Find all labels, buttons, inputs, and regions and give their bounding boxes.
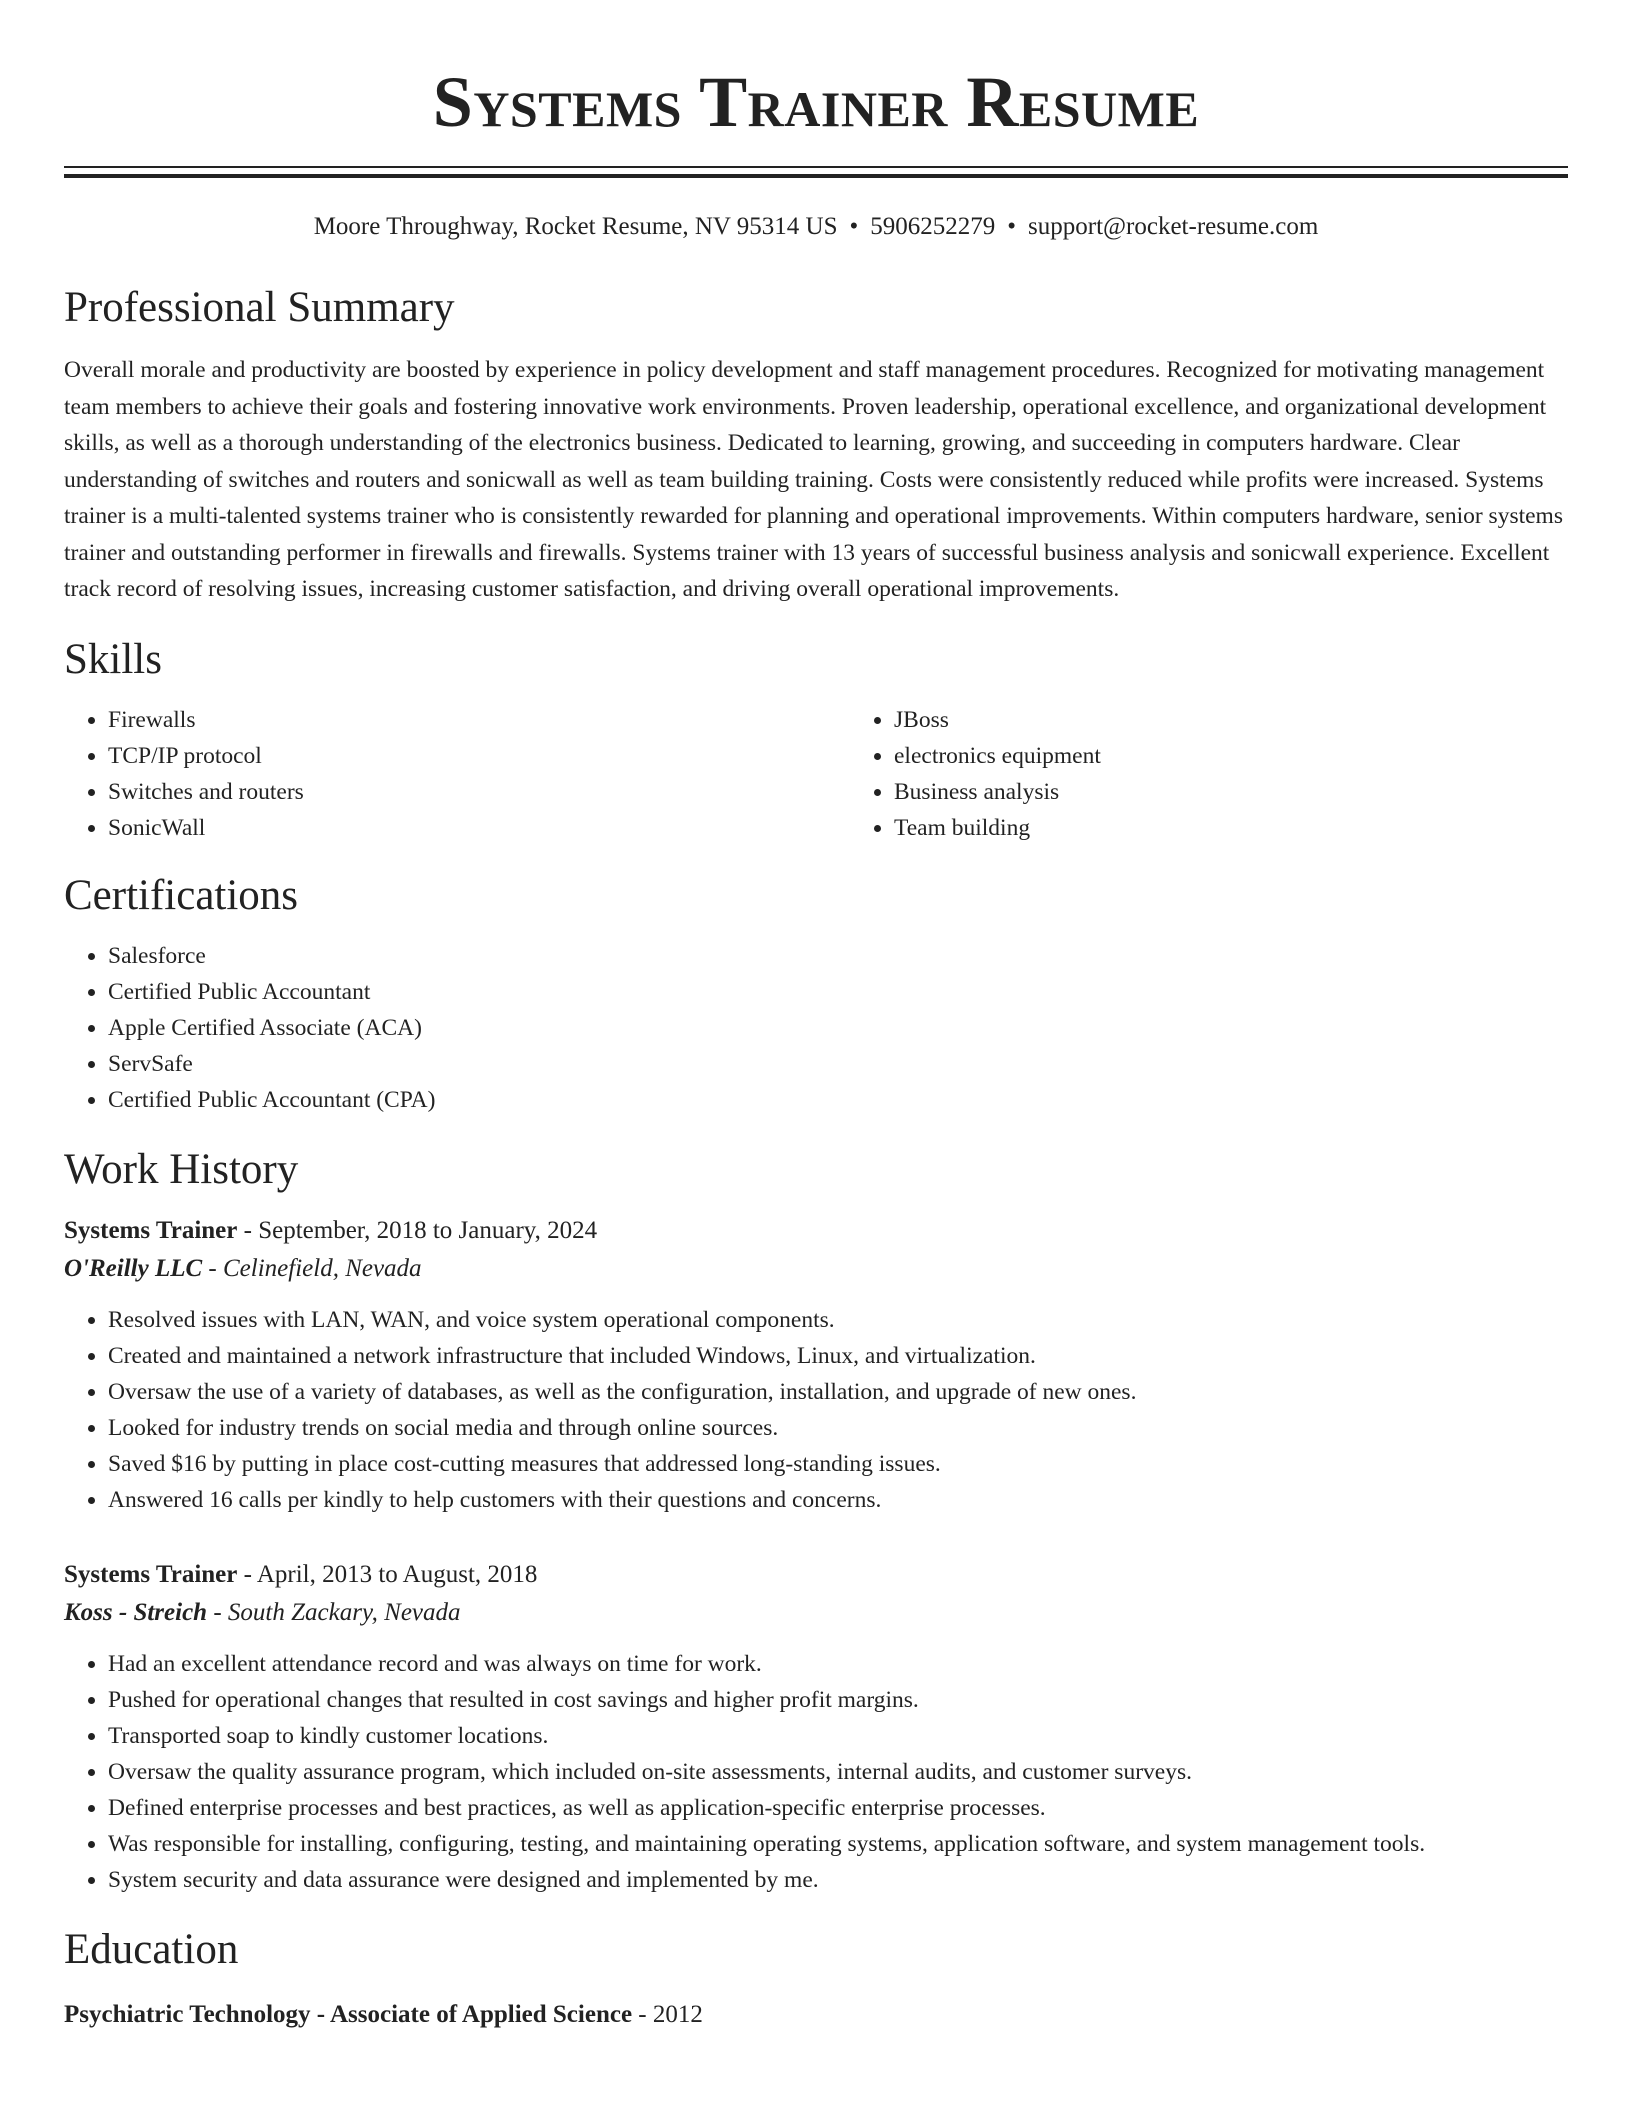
contact-separator: •	[849, 213, 859, 240]
job-entry	[64, 1212, 1568, 1518]
job-title: Systems Trainer	[64, 1560, 238, 1588]
list-item: • Switches and routers	[108, 774, 850, 810]
job-dates: - April, 2013 to August, 2018	[237, 1560, 538, 1588]
list-item: • electronics equipment	[894, 738, 1632, 774]
list-item: • Team building	[894, 810, 1632, 846]
list-item: • Created and maintained a network infrastructure that included Windows, Linux, and virtualization.	[108, 1338, 1568, 1374]
section-heading-work-history: Work History	[64, 1145, 299, 1193]
section-heading-summary: Professional Summary	[64, 284, 455, 331]
list-item: • Defined enterprise processes and best practices, as well as application-specific enterprise processes.	[108, 1790, 1568, 1826]
contact-separator: •	[1007, 213, 1017, 240]
list-item: • Transported soap to kindly customer locations.	[108, 1718, 1568, 1754]
list-item: • Saved $16 by putting in place cost-cutting measures that addressed long-standing issues.	[108, 1446, 1568, 1482]
contact-line	[64, 210, 1568, 244]
section-heading-certifications: Certifications	[64, 871, 299, 919]
job-title-line	[64, 1556, 1568, 1594]
list-item: • Certified Public Accountant (CPA)	[108, 1082, 1568, 1118]
certifications-list	[64, 938, 1568, 1118]
job-company-line	[64, 1594, 1568, 1632]
skills-list-right	[850, 702, 1632, 846]
contact-address: Moore Throughway, Rocket Resume, NV 95314 US	[313, 213, 838, 240]
section-heading-skills: Skills	[64, 635, 162, 683]
skills-grid	[64, 702, 1568, 846]
list-item: • Looked for industry trends on social media and through online sources.	[108, 1410, 1568, 1446]
list-item: • Answered 16 calls per kindly to help customers with their questions and concerns.	[108, 1482, 1568, 1518]
list-item: • SonicWall	[108, 810, 850, 846]
list-item: • Oversaw the use of a variety of databases, as well as the configuration, installation, and upgrade of new ones.	[108, 1374, 1568, 1410]
list-item: • Salesforce	[108, 938, 1568, 974]
job-company: O'Reilly LLC	[64, 1254, 203, 1282]
skills-section	[64, 634, 1568, 846]
job-location: - Celinefield, Nevada	[202, 1254, 422, 1282]
certifications-section	[64, 870, 1568, 1118]
job-bullets	[64, 1302, 1568, 1518]
list-item: • Pushed for operational changes that resulted in cost savings and higher profit margins.	[108, 1682, 1568, 1718]
list-item: • Was responsible for installing, configuring, testing, and maintaining operating systems, application software, and system management tools.	[108, 1826, 1568, 1862]
professional-summary-section	[64, 282, 1568, 608]
job-dates: - September, 2018 to January, 2024	[237, 1216, 598, 1244]
list-item: • Apple Certified Associate (ACA)	[108, 1010, 1568, 1046]
title-double-rule	[64, 166, 1568, 178]
list-item: • Resolved issues with LAN, WAN, and voice system operational components.	[108, 1302, 1568, 1338]
skills-list-left	[64, 702, 850, 846]
resume-title: Systems Trainer Resume	[432, 62, 1200, 142]
job-title: Systems Trainer	[64, 1216, 238, 1244]
summary-text: Overall morale and productivity are boosted by experience in policy development and staff management procedures. Recognized for motivating management team members to achieve their goals and fostering innovative work environments. Proven leadership, operational excellence, and organizational development skills, as well as a thorough understanding of the electronics business. Dedicated to learning, growing, and succeeding in computers hardware. Clear understanding of switches and routers and sonicwall as well as team building training. Costs were consistently reduced while profits were increased. Systems trainer is a multi-talented systems trainer who is consistently rewarded for planning and operational improvements. Within computers hardware, senior systems trainer and outstanding performer in firewalls and firewalls. Systems trainer with 13 years of successful business analysis and sonicwall experience. Excellent track record of resolving issues, increasing customer satisfaction, and driving overall operational improvements.	[64, 357, 1563, 602]
job-company-line	[64, 1250, 1568, 1288]
education-entry	[64, 1996, 1568, 2034]
job-title-line	[64, 1212, 1568, 1250]
education-section	[64, 1924, 1568, 2034]
list-item: • Certified Public Accountant	[108, 974, 1568, 1010]
list-item: • Oversaw the quality assurance program, which included on-site assessments, internal audits, and customer surveys.	[108, 1754, 1568, 1790]
list-item: • Firewalls	[108, 702, 850, 738]
list-item: • System security and data assurance were designed and implemented by me.	[108, 1862, 1568, 1898]
list-item: • Had an excellent attendance record and was always on time for work.	[108, 1646, 1568, 1682]
job-location: - South Zackary, Nevada	[207, 1598, 461, 1626]
contact-email[interactable]: support@rocket-resume.com	[1028, 213, 1319, 240]
list-item: • ServSafe	[108, 1046, 1568, 1082]
list-item: • Business analysis	[894, 774, 1632, 810]
education-year: - 2012	[632, 2000, 703, 2028]
job-entry	[64, 1556, 1568, 1898]
education-degree: Psychiatric Technology - Associate of Applied Science	[64, 2000, 633, 2028]
job-company: Koss - Streich	[64, 1598, 208, 1626]
contact-phone: 5906252279	[870, 213, 996, 240]
job-bullets	[64, 1646, 1568, 1898]
list-item: • TCP/IP protocol	[108, 738, 850, 774]
section-heading-education: Education	[64, 1925, 239, 1973]
work-history-section	[64, 1144, 1568, 1898]
list-item: • JBoss	[894, 702, 1632, 738]
